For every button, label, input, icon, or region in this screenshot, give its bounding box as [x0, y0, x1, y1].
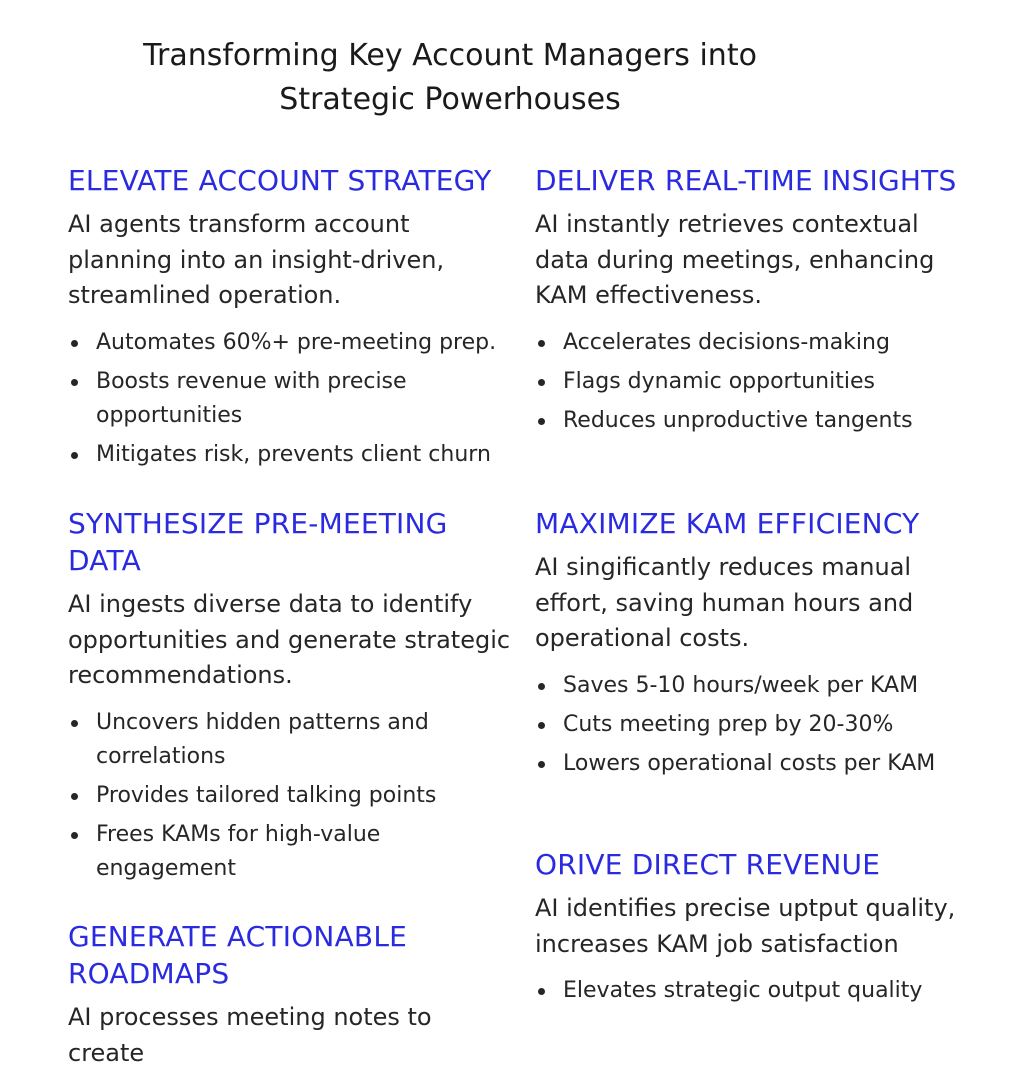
list-item [68, 779, 513, 813]
section-generate-actionable-roadmaps [68, 918, 513, 1071]
bullet-icon [538, 418, 545, 425]
page-title [0, 34, 900, 122]
bullet-icon [71, 793, 78, 800]
section-maximize-kam-efficiency [535, 505, 980, 786]
list-item [68, 706, 513, 774]
section-description: AI ingests diverse data to identify opportunities and generate strategic recommendations. [68, 590, 511, 689]
section-heading: SYNTHESIZE PRE-MEETING DATA [68, 507, 448, 577]
list-item [535, 669, 980, 703]
section-deliver-real-time-insights [535, 162, 980, 443]
list-item-text: Saves 5-10 hours/week per KAM [563, 672, 919, 698]
bullet-icon [538, 683, 545, 690]
bullet-icon [71, 379, 78, 386]
list-item [535, 404, 980, 438]
bullet-list [535, 669, 980, 781]
bullet-icon [71, 452, 78, 459]
list-item-text: Mitigates risk, prevents client churn [96, 441, 491, 467]
list-item [68, 326, 513, 360]
bullet-icon [538, 722, 545, 729]
list-item [535, 708, 980, 742]
list-item [68, 438, 513, 472]
list-item-text: Automates 60%+ pre-meeting prep. [96, 329, 497, 355]
list-item-text: Uncovers hidden patterns and correlations [96, 709, 429, 769]
list-item-text: Provides tailored talking points [96, 782, 437, 808]
bullet-icon [71, 720, 78, 727]
section-description: AI singificantly reduces manual effort, saving human hours and operational costs. [535, 553, 914, 652]
bullet-list [535, 326, 980, 438]
list-item [535, 326, 980, 360]
page-title-line-1: Transforming Key Account Managers into [143, 38, 757, 73]
section-heading: ORIVE DIRECT REVENUE [535, 848, 881, 881]
section-description: AI processes meeting notes to create [68, 1003, 432, 1067]
list-item-text: Elevates strategic output quality [563, 978, 923, 1003]
section-description: AI identifies precise uptput quality, increases KAM job satisfaction [535, 894, 956, 958]
bullet-icon [71, 340, 78, 347]
bullet-icon [538, 340, 545, 347]
section-drive-direct-revenue [535, 846, 980, 1013]
bullet-list [68, 326, 513, 472]
list-item [68, 365, 513, 433]
bullet-list [535, 974, 980, 1008]
section-heading: ELEVATE ACCOUNT STRATEGY [68, 164, 492, 197]
section-description: AI agents transform account planning into an insight-driven, streamlined operation. [68, 210, 445, 309]
list-item [535, 747, 980, 781]
bullet-icon [538, 379, 545, 386]
bullet-icon [538, 988, 545, 995]
section-elevate-account-strategy [68, 162, 513, 477]
list-item [535, 365, 980, 399]
list-item-text: Reduces unproductive tangents [563, 407, 913, 433]
bullet-list [68, 706, 513, 886]
list-item-text: Accelerates decisions-making [563, 329, 890, 355]
bullet-icon [71, 832, 78, 839]
list-item-text: Flags dynamic opportunities [563, 368, 875, 394]
section-heading: GENERATE ACTIONABLE ROADMAPS [68, 920, 408, 990]
section-heading: DELIVER REAL-TIME INSIGHTS [535, 164, 957, 197]
list-item-text: Frees KAMs for high-value engagement [96, 821, 381, 881]
section-synthesize-pre-meeting-data [68, 505, 513, 891]
section-heading: MAXIMIZE KAM EFFICIENCY [535, 507, 920, 540]
page-title-line-2: Strategic Powerhouses [279, 82, 621, 117]
list-item [68, 818, 513, 886]
list-item-text: Boosts revenue with precise opportunities [96, 368, 407, 428]
list-item-text: Lowers operational costs per KAM [563, 750, 936, 776]
list-item [535, 974, 980, 1008]
list-item-text: Cuts meeting prep by 20-30% [563, 711, 894, 737]
bullet-icon [538, 761, 545, 768]
section-description: AI instantly retrieves contextual data during meetings, enhancing KAM effectiveness. [535, 210, 935, 309]
